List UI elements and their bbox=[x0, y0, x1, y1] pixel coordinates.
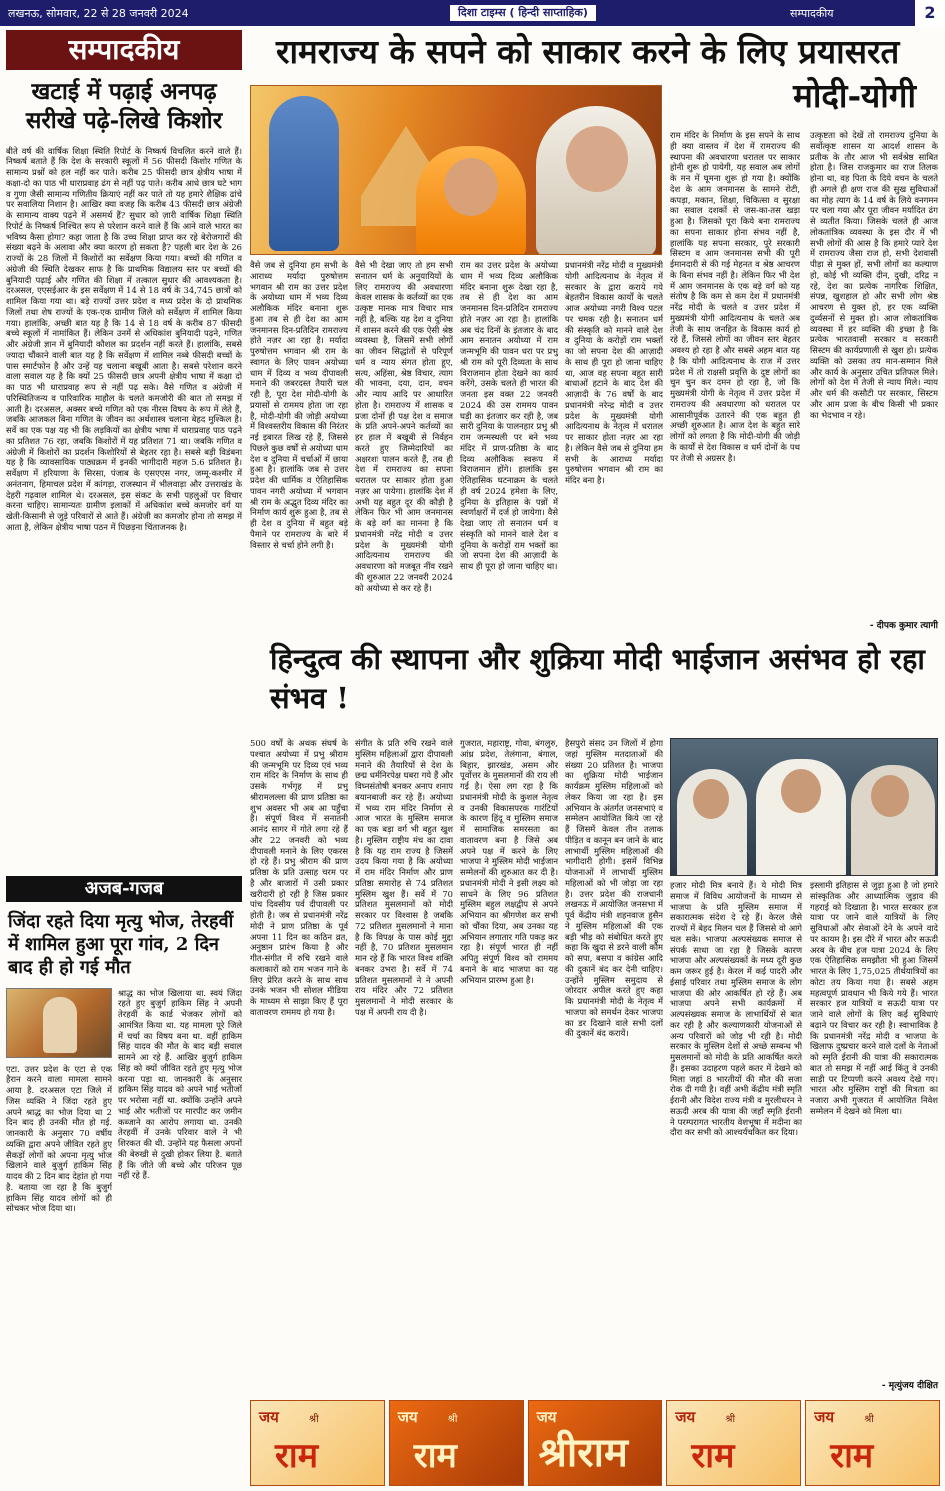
elderly-man-photo bbox=[6, 988, 112, 1058]
masthead-bar bbox=[0, 0, 945, 26]
section-name: सम्पादकीय bbox=[790, 7, 834, 20]
ajab-headline: जिंदा रहते दिया मृत्यु भोज, तेरहवीं में शामिल हुआ पूरा गांव, 2 दिन बाद ही हो गई मौत bbox=[8, 910, 234, 979]
ajab-text-col2: श्राद्ध का भोज खिलाया था. स्वयं जिंदा रहते हुए बुजुर्ग हाकिम सिंह ने अपनी तेरहवीं के कार्ड भेजकर लोगों को आमंत्रित किया था. यह मामला पूरे जिले में चर्चा का विषय बना था. वहीं हाकिम सिंह यादव की मौत के बाद बड़ी सवाल सामने आ रहे हैं. आखिर बुजुर्ग हाकिम सिंह को क्यों जीवित रहते हुए मृत्यु भोज करना पड़ा था. जानकारी के अनुसार हाकिम सिंह यादव को अपने भाई भतीजों पर भरोसा नहीं था. क्योंकि उन्होंने अपने भाई और भतीजों पर मारपीट कर जमीन कब्जाने का आरोप लगाया था. उनकी तेरहवीं में उनके परिवार वाले ने भी शिरकत की थी. उन्होंने यह फैसला अपनों की बेरुखी से दुखी होकर लिया है. बताते हैं कि जीते जी बच्चे और परिजन पूछ नहीं रहे हैं. bbox=[118, 987, 242, 1181]
jai-text: जय bbox=[536, 1408, 557, 1426]
ajab-gajab-label: अजब-गजब bbox=[6, 876, 242, 902]
jai-shri-ram-tile bbox=[389, 1400, 524, 1486]
second-col-3: गुजरात, महाराष्ट्र, गोवा, बंगलुरु, आंध्र प्रदेश, तेलंगाना, बंगाल, बिहार, झारखंड, असम और पूर्वोत्तर के मुसलमानों की राय ली गई है। ऐसा लग रहा है कि प्रधानमंत्री मोदी के कुशल नेतृत्व व उनकी विकासपरक गारंटियों के कारण हिंदू व मुस्लिम समाज में सामाजिक समरसता का वातावरण बना है जिसे अब अपने पक्ष में करने के लिए भाजपा ने मुस्लिम मोदी भाईजान सम्मेलनों की शुरुआत कर दी है। प्रधानमंत्री मोदी ने इसी लक्ष्य को साधने के लिए 96 प्रतिशत मुस्लिम बहुल लक्षद्वीप से अपने अभियान का श्रीगणेश कर सभी को चौंका दिया, अब उनका यह अभियान लगातार गति पकड़ कर रहा है। संपूर्ण भारत ही नहीं अपितु संपूर्ण विश्व को राममय बनाने के बाद भाजपा का यह अभियान प्रारम्भ हुआ है। bbox=[460, 738, 558, 985]
ram-text: राम bbox=[830, 1436, 874, 1476]
second-col-4: हैसपुरो संसद उन जिलों में होगा जहां मुस्लिम मतदाताओं की संख्या 20 प्रतिशत है। भाजपा का शुक्रिया मोदी भाईजान कार्यक्रम मुस्लिम महिलाओं को लेकर किया जा रहा है। इस अभियान के अंतर्गत जनसभाएं व सम्मेलन आयोजित किये जा रहे हैं जिसमें केवल तीन तलाक पीड़ित व कानून बन जाने के बाद लाभार्थी मुस्लिम महिलाओं की भागीदारी होगी। इसमें विभिन्न योजनाओं में लाभार्थी मुस्लिम महिलाओं को भी जोड़ा जा रहा है। उत्तर प्रदेश की राजधानी लखनऊ में आयोजित जनसभा में पूर्व केंद्रीय मंत्री शहनवाज हुसैन ने मुस्लिम महिलाओं की एक बड़ी भीड़ को संबोधित करते हुए कहा कि खुदा से डरने वाली कौम को सपा, बसपा व कांग्रेस आदि की दुकानें बंद कर देनी चाहिए। उन्होंने मुस्लिम समुदाय से जोरदार अपील करते हुए कहा कि प्रधानमंत्री मोदी के नेतृत्व में भाजपा को समर्थन देकर भाजपा का डर दिखाने वाले सभी दलों की दुकानें बंद करायें। bbox=[565, 738, 663, 1039]
lead-headline-line1: रामराज्य के सपने को साकार करने के लिए प्रयासरत bbox=[276, 32, 900, 71]
jai-shri-ram-banner bbox=[250, 1400, 940, 1486]
ram-text: राम bbox=[691, 1436, 735, 1476]
shri-text: श्री bbox=[725, 1414, 736, 1425]
second-headline: हिन्दुत्व की स्थापना और शुक्रिया मोदी भाईजान असंभव हो रहा संभव ! bbox=[270, 642, 925, 716]
second-col-6: इस्लामी इतिहास से जुड़ा हुआ है जो हमारे सांस्कृतिक और आध्यात्मिक जुड़ाव की गहराई को दिखाता है। भारत सरकार हज यात्रा पर जाने वाले यात्रियों के लिए सुविधाओं और सेवाओं देने के अपने वादे पर कायम है। इस दौरे में भारत और सऊदी अरब के बीच हज यात्रा 2024 के लिए एक ऐतिहासिक समझौता भी हुआ जिसमें भारत के लिए 1,75,025 तीर्थयात्रियों का कोटा तय किया गया है। सबसे अहम महत्वपूर्ण प्रावधान भी किये गये हैं। भारत सरकार हज यात्रियों व सऊदी यात्रा पर जाने वाले लोगों के लिए कई सुविधाएं बढ़ाने पर विचार कर रही है। स्वाभाविक है कि प्रधानमंत्री नरेंद्र मोदी व भाजपा के खिलाफ दुष्प्रचार करने वाले दलों के नेताओं को स्मृति ईरानी की यात्रा की सकारात्मक बात तो समझ में नहीं आई किंतु वे उनकी साड़ी पर टिप्पणी करने अवश्य देखे गए। भारत और मुस्लिम राष्ट्रों की मित्रता का नजारा अभी गुजरात में आयोजित निवेश सम्मेलन में देखने को मिला था। bbox=[810, 880, 938, 1116]
shri-text: श्री bbox=[309, 1414, 319, 1425]
lead-col-3: राम का उत्तर प्रदेश के अयोध्या धाम में भव्य दिव्य अलौकिक मंदिर बनाना शुरू देखा रहा है, तब से ही देश का आम जनमानस दिन-प्रतिदिन रामराज्य होते नज़र आ रहा है। हालांकि अब चंद दिनों के इंतजार के बाद आम सनातन अयोध्या में राम जन्मभूमि की पावन धरा पर प्रभु श्री राम को पूरी दिव्यता के साथ विराजमान होता देखने का कार्य करेंगे, उसके चलते ही भारत की जनता इस वक्त 22 जनवरी 2024 की उस राममय पावन घड़ी का इंतजार कर रही है, जब सारी दुनिया के पालनहार प्रभु श्री राम जन्मस्थली पर बने भव्य मंदिर में प्राण-प्रतिष्ठा के बाद दिव्य अलौकिक स्वरूप में विराजमान होंगे। हालांकि इस ऐतिहासिक घटनाक्रम के चलते ही वर्ष 2024 हमेशा के लिए, दुनिया के इतिहास के पन्नों में स्वर्णाक्षरों में दर्ज हो जायेगा। वैसे देखा जाए तो सनातन धर्म व संस्कृति को मानने वाले देश व दुनिया के करोड़ों राम भक्तों का जो सपना देश की आज़ादी के साथ ही पूरा हो जाना चाहिए था। bbox=[460, 260, 558, 571]
lead-byline: - दीपक कुमार त्यागी bbox=[869, 621, 938, 631]
editorial-headline: खटाई में पढ़ाई अनपढ़ सरीखे पढ़े-लिखे किशोर bbox=[25, 78, 223, 134]
jai-shri-ram-tile bbox=[250, 1400, 385, 1486]
shri-text: श्री bbox=[447, 1414, 458, 1425]
jai-text: जय bbox=[397, 1408, 418, 1426]
jai-text: जय bbox=[814, 1408, 835, 1426]
jai-text: जय bbox=[259, 1408, 279, 1426]
shri-ram-tile bbox=[528, 1400, 663, 1486]
ram-text: राम bbox=[275, 1436, 319, 1476]
lead-col-5: राम मंदिर के निर्माण के इस सपने के साथ ही क्या वास्तव में देश में रामराज्य की स्थापना की अवधारणा धरातल पर साकार होनी शुरू हो पायेगी, यह सवाल अब लोगों के मन में घूमना शुरू हो गया है। क्योंकि देश के आम जनमानस के सामने रोटी, कपड़ा, मकान, शिक्षा, चिकित्सा व सुरक्षा का सवाल दशकों से जस-का-तस खड़ा हुआ है। जिसको पूरा किये बना रामराज्य का सपना साकार होना संभव नहीं है, हालांकि यह सपना सरकार, पूरे सरकारी सिस्टम व आम जनमानस सभी की पूरी ईमानदारी से की गई मेहनत व श्रेष्ठ आचरण के बिना संभव नहीं है। लेकिन फिर भी देश में आम जनमानस के एक बड़े वर्ग को यह संतोष है कि कम से कम देश में प्रधानमंत्री नरेंद्र मोदी के चलते व उत्तर प्रदेश में मुख्यमंत्री योगी आदित्यनाथ के चलते अब तेजी के साथ जनहित के विकास कार्य हो रहे हैं, जिससे लोगों का जीवन स्तर बेहतर अवश्य हो रहा है और सबसे अहम बात यह है कि योगी आदित्यनाथ के राज में उत्तर प्रदेश में तो राक्षसी प्रवृत्ति के दुष्ट लोगों का चुन चुन कर दमन हो रहा है, जो कि मुख्यमंत्री योगी के नेतृत्व में उत्तर प्रदेश में रामराज्य की अवधारणा को धरातल पर आसानीपूर्वक उतारने की एक बहुत ही अच्छी शुरुआत है। आज देश के बहुत सारे लोगों को लगता है कि मोदी-योगी की जोड़ी के कार्यों से देश विकास व धर्म दोनों के पथ पर तेजी से अग्रसर है। bbox=[670, 130, 800, 463]
ram-yogi-modi-photo bbox=[250, 85, 662, 255]
modi-with-muslim-leaders-photo bbox=[670, 738, 938, 876]
lead-headline-line2: मोदी-योगी bbox=[793, 75, 916, 115]
ajab-text-col1: एटा. उत्तर प्रदेश के एटा से एक हैरान करने वाला मामला सामने आया है. दरअसल एटा जिले में जिस व्यक्ति ने जिंदा रहते हुए अपने श्राद्ध का भोज दिया था 2 दिन बाद ही उनकी मौत हो गई. जानकारी के अनुसार 70 वर्षीय व्यक्ति द्वारा अपने जीवित रहते हुए सैकड़ों लोगों को अपना मृत्यु भोज खिलाने वाले बुजुर्ग हाकिम सिंह यादव की 2 दिन बाद देहांत हो गया है. बताया जा रहा है कि बुजुर्ग हाकिम सिंह यादव लोगों को ही सोचकर भोज दिया था। bbox=[6, 1063, 112, 1214]
lead-col-1: वैसे जब से दुनिया हम सभी के आराध्य मर्यादा पुरुषोत्तम भगवान श्री राम का उत्तर प्रदेश के अयोध्या धाम में भव्य दिव्य अलौकिक मंदिर बनाना शुरू हुआ तब से ही देश का आम जनमानस दिन-प्रतिदिन रामराज्य होते नज़र आ रहा है। मर्यादा पुरुषोत्तम भगवान श्री राम के स्वागत के लिए पावन अयोध्या धाम में दिव्य व भव्य दीपावली मनाने की जबरदस्त तैयारी चल रही है, पूरा देश मोदी-योगी के प्रयासों से राममय होता जा रहा है, मोदी-योगी की जोड़ी अयोध्या में विश्वस्तरीय विकास की निरंतर नई इबारत लिख रहे हैं, जिससे पिछले कुछ वर्षों से अयोध्या धाम देश व दुनिया में चर्चाओं में छाया हुआ है। हालांकि जब से उत्तर प्रदेश की धार्मिक व ऐतिहासिक पावन नगरी अयोध्या में भगवान श्री राम के अद्भुत दिव्य मंदिर का निर्माण कार्य शुरू हुआ है, तब से ही देश व दुनिया में बहुत बड़े पैमाने पर रामराज्य के बारे में विस्तार से चर्चा होने लगी है। bbox=[250, 260, 348, 550]
left-column bbox=[6, 30, 242, 1486]
ajab-article bbox=[6, 988, 242, 1368]
second-col-2: संगीत के प्रति रुचि रखने वाले मुस्लिम महिलाओं द्वारा दीपावली मनाने की तैयारियों से देश के छद्म धर्मनिरपेक्ष घबरा गये हैं और विघ्नसंतोषी बनकर अनाप शनाप बयानबाजी कर रहे हैं। अयोध्या में भव्य राम मंदिर निर्माण से आज भारत के मुस्लिम समाज का एक बड़ा वर्ग भी बहुत खुश है। मुस्लिम राष्ट्रीय मंच का दावा है कि यह राम राज्य है जिसमें उदय किया गया है कि अयोध्या में राम मंदिर निर्माण और प्राण प्रतिष्ठा समारोह से 74 प्रतिशत मुस्लिम खुश हैं। सर्वे में 70 प्रतिशत मुसलमानों को मोदी सरकार पर विश्वास है जबकि 72 प्रतिशत मुसलमानों ने माना है कि विपक्ष के पास कोई मुद्दा नहीं है, 70 प्रतिशत मुसलमान मान रहे हैं कि भारत विश्व शक्ति बनकर उभरा है। सर्वे में 74 प्रतिशत मुसलमानों ने ने अपनी राय मंदिर और 72 प्रतिशत मुसलमानों ने मोदी सरकार के पक्ष में अपनी राय दी है। bbox=[355, 738, 453, 1017]
jai-shri-ram-tile bbox=[805, 1400, 940, 1486]
lead-col-2: वैसे भी देखा जाए तो हम सभी सनातन धर्म के अनुयायियों के लिए रामराज्य की अवधारणा केवल शासक के कर्तव्यों का एक उत्कृष्ट मानक मात्र विचार मात्र नहीं है, बल्कि यह देश व दुनिया में शासन करने की एक ऐसी श्रेष्ठ व्यवस्था है, जिसमें सभी लोगों का जीवन सिद्धांतों से परिपूर्ण धर्म व न्याय संगत होता हूए, सत्य, अहिंसा, श्रेष्ठ विचार, त्याग की भावना, दया, दान, वचन और न्याय आदि पर आधारित होता है। रामराज्य में शासक व प्रजा दोनों ही पक्ष देश व समाज के प्रति अपने-अपने कर्तव्यों का हर हाल में बखूबी से निर्वहन करते हुए जिम्मेदारियों का अक्षरशः पालन करते हैं, तब ही देश में रामराज्य का सपना धरातल पर साकार होता हुआ नज़र आ पायेगा। हालांकि देश में अभी यह बहुत दूर की कौड़ी है लेकिन फिर भी आम जनमानस के बड़े वर्ग का मानना है कि प्रधानमंत्री नरेंद्र मोदी व उत्तर प्रदेश के मुख्यमंत्री योगी आदित्यनाथ रामराज्य की अवधारणा को मजबूत नींव रखने की शुरुआत 22 जनवरी 2024 को अयोध्या से कर रहे हैं। bbox=[355, 260, 453, 593]
lead-col-4: प्रधानमंत्री नरेंद्र मोदी व मुख्यमंत्री योगी आदित्यनाथ के नेतृत्व में सरकार के द्वारा कराये गये बेहतरीन विकास कार्यों के चलते आज अयोध्या नगरी विश्व पटल पर चमक रही है। सनातन धर्म की संस्कृति को मानने वाले देश व दुनिया के करोड़ों राम भक्तों का जो सपना देश की आज़ादी के साथ ही पूरा हो जाना चाहिए था, आज वह सपना बहुत सारी बाधाओं हटाने के बाद देश की आज़ादी के 76 वर्षों के बाद प्रधानमंत्री नरेन्द्र मोदी व उत्तर प्रदेश के मुख्यमंत्री योगी आदित्यनाथ के नेतृत्व में धरातल पर साकार होता नज़र आ रहा है। लेकिन वैसे जब से दुनिया हम सभी के आराध्य मर्यादा पुरुषोत्तम भगवान श्री राम का मंदिर बना है। bbox=[565, 260, 663, 485]
page-number: 2 bbox=[915, 0, 945, 26]
second-byline: - मृत्युंजय दीक्षित bbox=[881, 1381, 938, 1391]
shri-text: श्री bbox=[864, 1414, 874, 1425]
jai-text: जय bbox=[675, 1408, 696, 1426]
dateline: लखनऊ, सोमवार, 22 से 28 जनवरी 2024 bbox=[8, 7, 189, 20]
ram-text: राम bbox=[413, 1436, 457, 1476]
second-col-5: हजार मोदी मित्र बनाये हैं। ये मोदी मित्र समाज में विविध आयोजनों के माध्यम से भाजपा के प्रति मुस्लिम समाज में सकारात्मक संदेश दे रहे हैं। केरल जैसे राज्यों में बेहद मिलन चल हैं जिससे वो आगे चल सके। भाजपा अल्पसंख्यक समाज से संपर्क साधा जा रहा है जिसके कारण भाजपा और अल्पसंख्यकों के मध्य दूरी कुछ कम जरूर हुई है। केरल में कई पादरी और ईसाई परिवार तथा मुस्लिम समाज के लोग भाजपा की ओर आकर्षित हो रहे हैं। अब भाजपा अपने सभी कार्यक्रमों में अल्पसंख्यक समाज के लाभार्थियों से बात कर रही है और कल्याणकारी योजनाओं से अन्य परिवारों को जोड़ भी रही है। मोदी सरकार के मुस्लिम देशों से अच्छे सम्बन्ध भी मुसलमानों को मोदी के प्रति आकर्षित करते हैं। इसका उदाहरण पहले कतर में देखने को मिला जहां 8 भारतीयों की मौत की सजा रोक दी गयी है। वहीं अभी केंद्रीय मंत्री स्मृति ईरानी और विदेश राज्य मंत्री व मुरलीधरन ने सऊदी अरब की यात्रा की जहाँ स्मृति ईरानी ने परम्परागत भारतीय वेशभूषा में मदीना का दौरा कर सभी को आश्चर्यचकित कर दिया। bbox=[670, 880, 802, 1138]
newspaper-name: दिशा टाइम्स ( हिन्दी साप्ताहिक) bbox=[450, 5, 596, 21]
jai-shri-ram-tile bbox=[666, 1400, 801, 1486]
lead-col-6: उत्कृष्टता को देखें तो रामराज्य दुनिया के सर्वोत्कृष्ट शासन या आदर्श शासन के प्रतीक के तौर आज भी सर्वश्रेष्ठ साबित होता है। जिस राजकुमार का राज तिलक होना था, वह पिता के दिये वचन के चलते ही अगले ही क्षण राज की सुख सुविधाओं का मोह त्याग के 14 वर्ष के लिये वनगमन पर चला गया और पूरा जीवन मर्यादित ढंग से व्यतीत किया। जिसके चलते ही आज लोकतांत्रिक व्यवस्था के इस दौर में भी सभी लोगों की आस है कि हमारे प्यारे देश में रामराज्य जैसा राज हो, सभी देशवासी पीड़ा से मुक्त हों, सभी लोगों का कल्याण हो, कोई भी व्यक्ति दीन, दुखी, दरिद्र न रहे, देश का प्रत्येक नागरिक शिक्षित, संपन्न, खुशहाल हो और सभी लोग श्रेष्ठ आचरण से युक्त हो, हर एक व्यक्ति दुर्व्यसनों से मुक्त हो। आज लोकतांत्रिक व्यवस्था में हर व्यक्ति की इच्छा है कि प्रत्येक भारतवासी सरकार व सरकारी सिस्टम की कार्यप्रणाली से खुश हो। प्रत्येक व्यक्ति को उसका तय मान-सम्मान मिले और कार्य के अनुसार उचित प्रतिफल मिले। लोगों को देश में तेजी से न्याय मिले। न्याय और धर्म की कसौटी पर सरकार, सिस्टम और आम प्रजा के बीच किसी भी प्रकार का भेदभाव न रहे। bbox=[810, 130, 938, 420]
shri-ram-text: श्रीराम bbox=[538, 1429, 628, 1476]
editorial-body: बीते वर्ष की वार्षिक शिक्षा स्थिति रिपोर्ट के निष्कर्ष विचलित करने वाले हैं। निष्कर्ष बताते हैं कि देश के सरकारी स्कूलों में 56 फीसदी किशोर गणित के सामान्य प्रश्नों को हल नहीं कर पाते। करीब 25 फीसदी छात्र क्षेत्रीय भाषा में कक्षा-दो का पाठ भी धाराप्रवाह ढंग से नहीं पढ़ पाते। करीब आधे छात्र घटे भाग व गुणा जैसी सामान्य गणितीय क्रियाएं नहीं कर पाते तो यह हमारे शैक्षिक ढांचे पर सवालिया निशान है। आखिर क्या वजह कि करीब 43 फीसदी छात्र अंग्रेजी के सामान्य वाक्य पढ़ने में असमर्थ हैं? सुधार को ज़ारी वार्षिक शिक्षा स्थिति रिपोर्ट के निष्कर्ष निश्चित रूप से परेशान करने वाले हैं कि आने वाले भारत का भविष्य कैसा होगा? कहा जाता है कि उच्च शिक्षा प्राप्त कर रहे बेरोजगारों की संख्या बढ़ने के अलावा और क्या कारण हो सकता है? पहली बार देश के 26 राज्यों के 28 जिलों में किशोरों का सर्वेक्षण किया गया। बच्चों की गणित व अंग्रेजी की स्थिति देखकर साफ है कि प्राथमिक विद्यालय स्तर पर बच्चों की बुनियादी पढ़ाई और गणित की शिक्षा में तत्काल सुधार की आवश्यकता है। दरअसल, एएसईआर के इस सर्वेक्षण में 14 से 18 वर्ष के 34,745 छात्रों को शामिल किया गया था। बड़े राज्यों उत्तर प्रदेश व मध्य प्रदेश के दो प्राथमिक जिलों तथा शेष राज्यों के एक-एक ग्रामीण जिले को सर्वेक्षण में शामिल किया गया। हालांकि, अच्छी बात यह है कि 14 से 18 वर्ष के करीब 87 फीसदी बच्चे स्कूलों में नामांकित हैं। लेकिन उनमें से अधिकांश बुनियादी पढ़ने, गणित और अंग्रेजी ज्ञान में बुनियादी कौशल का प्रदर्शन नहीं करते हैं। हालांकि, सबसे ज्यादा चौंकाने वाली बात यह है कि सर्वेक्षण में शामिल नब्बे फीसदी बच्चों के पास स्मार्टफोन है और उन्हें यह चलाना बखूबी आता है। सबसे परेशान करने वाला सवाल यह है कि क्यों 25 फीसदी छात्र अपनी क्षेत्रीय भाषा में कक्षा दो का पाठ भी धाराप्रवाह रूप से नहीं पढ़ सके। वैसे गणित व अंग्रेजी में परिस्थितिजन्य व पारिवारिक माहौल के चलते कमजोरी की बात तो समझ में आती है। दरअसल, अक्सर बच्चे गणित को एक नीरस विषय के रूप में लेते हैं, जबकि आजकल बिना गणित के जीवन का अर्थशास्त्र चलाना बेहद मुश्किल है। सर्वे का एक पक्ष यह भी कि लड़कियों का क्षेत्रीय भाषा में धाराप्रवाह पाठ पढ़ने का प्रतिशत 76 रहा, जबकि किशोरों में यह प्रतिशत 71 था। जबकि गणित व अंग्रेजी में किशोरों का प्रदर्शन किशोरियों से बेहतर रहा है। सबसे बड़ी विडंबना यह है कि व्यावसायिक पाठ्यक्रम में इनकी भागीदारी महज 5.6 प्रतिशत है। सर्वेक्षण में हरियाणा के सिरसा, पंजाब के एसएएस नगर, जम्मू-कश्मीर में अनंतनाग, हिमाचल प्रदेश में कांगड़ा, राजस्थान में भीलवाड़ा और उत्तराखंड के देहरी गढ़वाल शामिल थे। दरअसल, इस संकट के सभी पहलुओं पर विचार करना चाहिए। सामान्यतः ग्रामीण इलाकों में अधिकांश बच्चे कमजोर वर्ग या खेती-किसानी से जुड़े परिवारों से आते हैं। अंग्रेजी का कमजोर होना तो समझ में आता है, लेकिन क्षेत्रीय भाषा पठन में पिछड़ना चिंताजनक है। bbox=[6, 145, 242, 532]
editorial-label: सम्पादकीय bbox=[6, 30, 242, 70]
second-col-1: 500 वर्षों के अथक संघर्ष के पश्चात अयोध्या में प्रभु श्रीराम की जन्मभूमि पर दिव्य एवं भव्य राम मंदिर के निर्माण के साथ ही उसके गर्भगृह में प्रभु श्रीरामलल्ला की प्राण प्रतिष्ठा का शुभ अवसर भी अब आ पहुँचा है। संपूर्ण विश्व में सनातनी आनंद सागर में गोते लगा रहे हैं और 22 जनवरी को भव्य दीपावली मनाने के लिए एकरस हो रहे हैं। प्रभु श्रीराम की प्राण प्रतिष्ठा के प्रति उत्साह चरम पर है और बाजारों में उसी प्रकार खरीदारी हो रही है जिस प्रकार पांच दिवसीय पर्व दीपावली पर होती है। जब से प्रधानमंत्री नरेंद्र मोदी ने प्राण प्रतिष्ठा के पूर्व अपना 11 दिन का कठिन व्रत, अनुष्ठान प्रारंभ किया है और गीत-संगीत में रुचि रखने वाले कलाकारों को राम भजन गाने के लिए प्रेरित करने के साथ साथ उनके भजन भी सोशल मीडिया के माध्यम से साझा किए हैं पूरा वातावरण राममय हो गया है। bbox=[250, 738, 348, 1017]
